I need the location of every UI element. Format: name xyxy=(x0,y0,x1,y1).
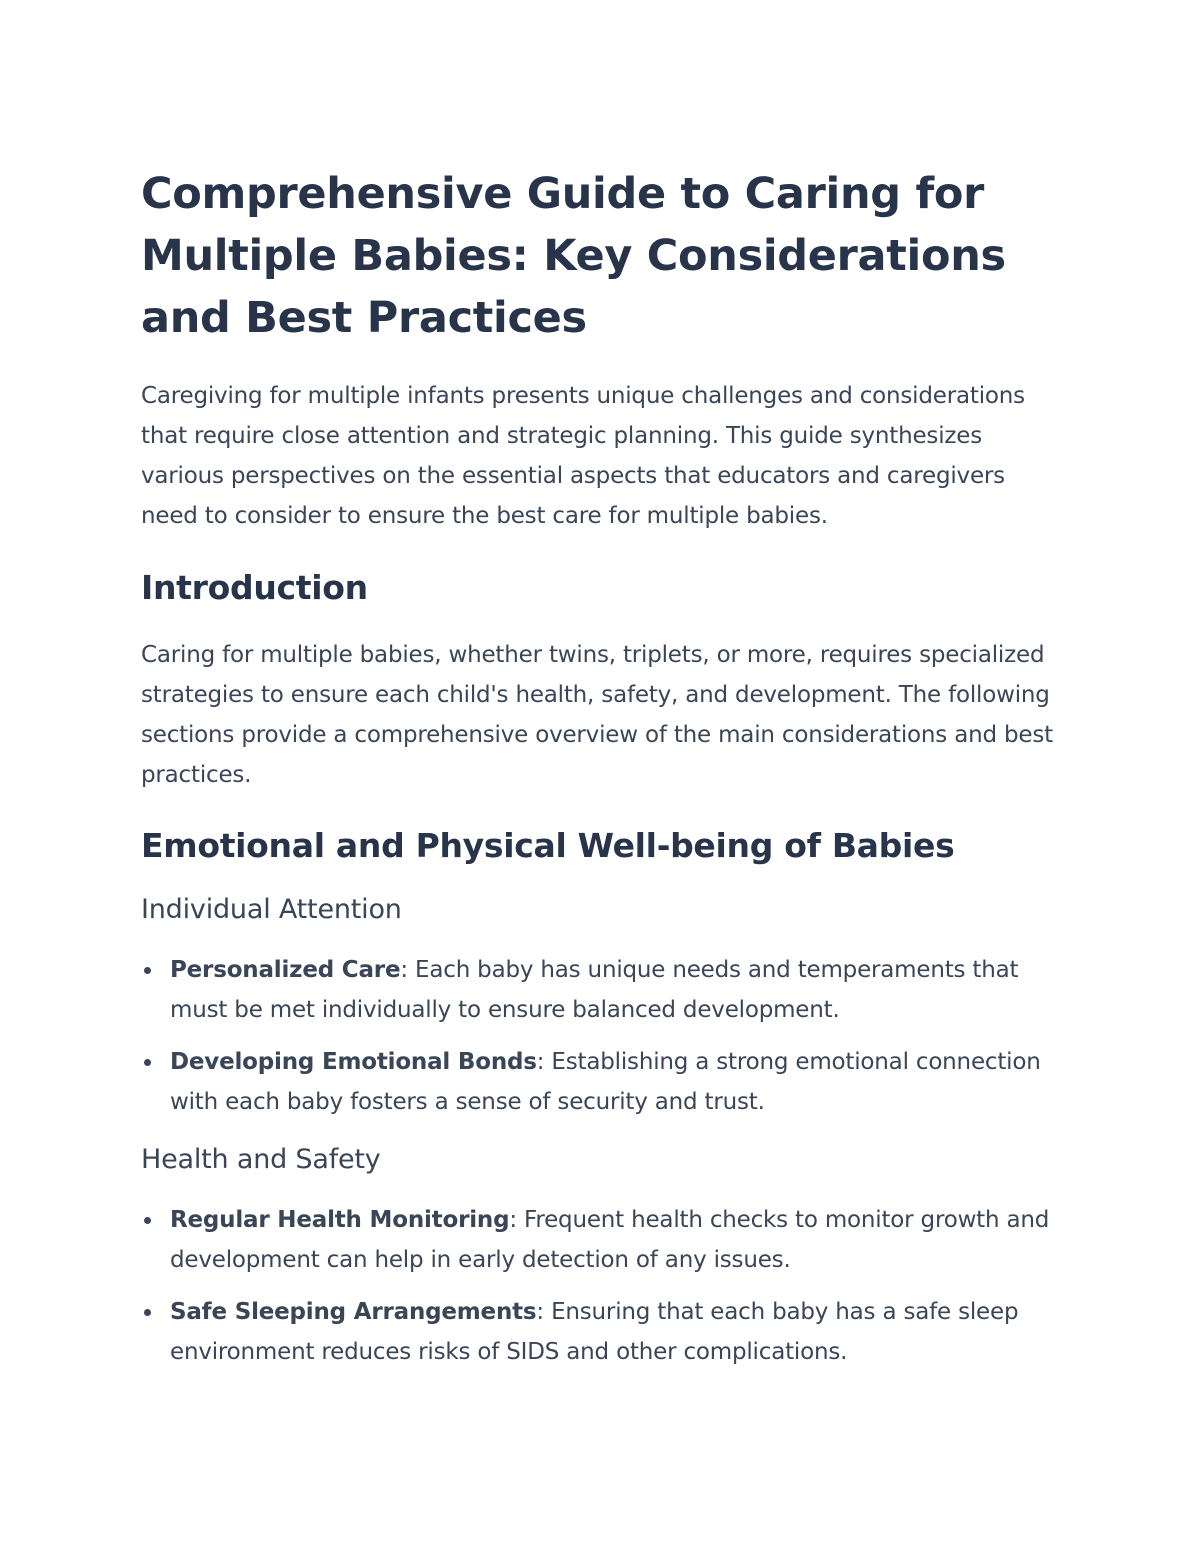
list-item xyxy=(141,950,1061,1030)
list-item-text: : Each baby has unique needs and temperaments that must be met individually to ensure balanced development. xyxy=(170,957,1019,1023)
introduction-paragraph: Caring for multiple babies, whether twins, triplets, or more, requires specialized strategies to ensure each child's health, safety, and development. The following sections provide a comprehensive overview of the main considerations and best practices. xyxy=(141,642,1053,788)
subsection-heading-health-safety: Health and Safety xyxy=(141,1144,381,1175)
bullet-icon xyxy=(144,1217,151,1224)
list-item xyxy=(141,1042,1061,1122)
document-page xyxy=(141,163,1061,1372)
list-item-text: : Establishing a strong emotional connection with each baby fosters a sense of security and trust. xyxy=(170,1049,1041,1115)
list-item xyxy=(141,1200,1061,1280)
list-item-text: : Ensuring that each baby has a safe sleep environment reduces risks of SIDS and other complications. xyxy=(170,1299,1019,1365)
list-item-term: Personalized Care xyxy=(170,957,401,983)
subsection-heading-individual-attention: Individual Attention xyxy=(141,894,402,925)
individual-attention-list xyxy=(141,950,1061,1122)
intro-paragraph: Caregiving for multiple infants presents unique challenges and considerations that require close attention and strategic planning. This guide synthesizes various perspectives on the essential aspects that educators and caregivers need to consider to ensure the best care for multiple babies. xyxy=(141,383,1025,529)
list-item-term: Regular Health Monitoring xyxy=(170,1207,510,1233)
list-item-term: Safe Sleeping Arrangements xyxy=(170,1299,537,1325)
list-item xyxy=(141,1292,1061,1372)
section-heading-introduction: Introduction xyxy=(141,568,368,607)
section-heading-wellbeing: Emotional and Physical Well-being of Babies xyxy=(141,826,955,865)
bullet-icon xyxy=(144,1059,151,1066)
bullet-icon xyxy=(144,967,151,974)
list-item-term: Developing Emotional Bonds xyxy=(170,1049,537,1075)
health-safety-list xyxy=(141,1200,1061,1372)
document-title: Comprehensive Guide to Caring for Multiple Babies: Key Considerations and Best Practices xyxy=(141,169,1006,343)
bullet-icon xyxy=(144,1309,151,1316)
list-item-text: : Frequent health checks to monitor growth and development can help in early detection of any issues. xyxy=(170,1207,1050,1273)
